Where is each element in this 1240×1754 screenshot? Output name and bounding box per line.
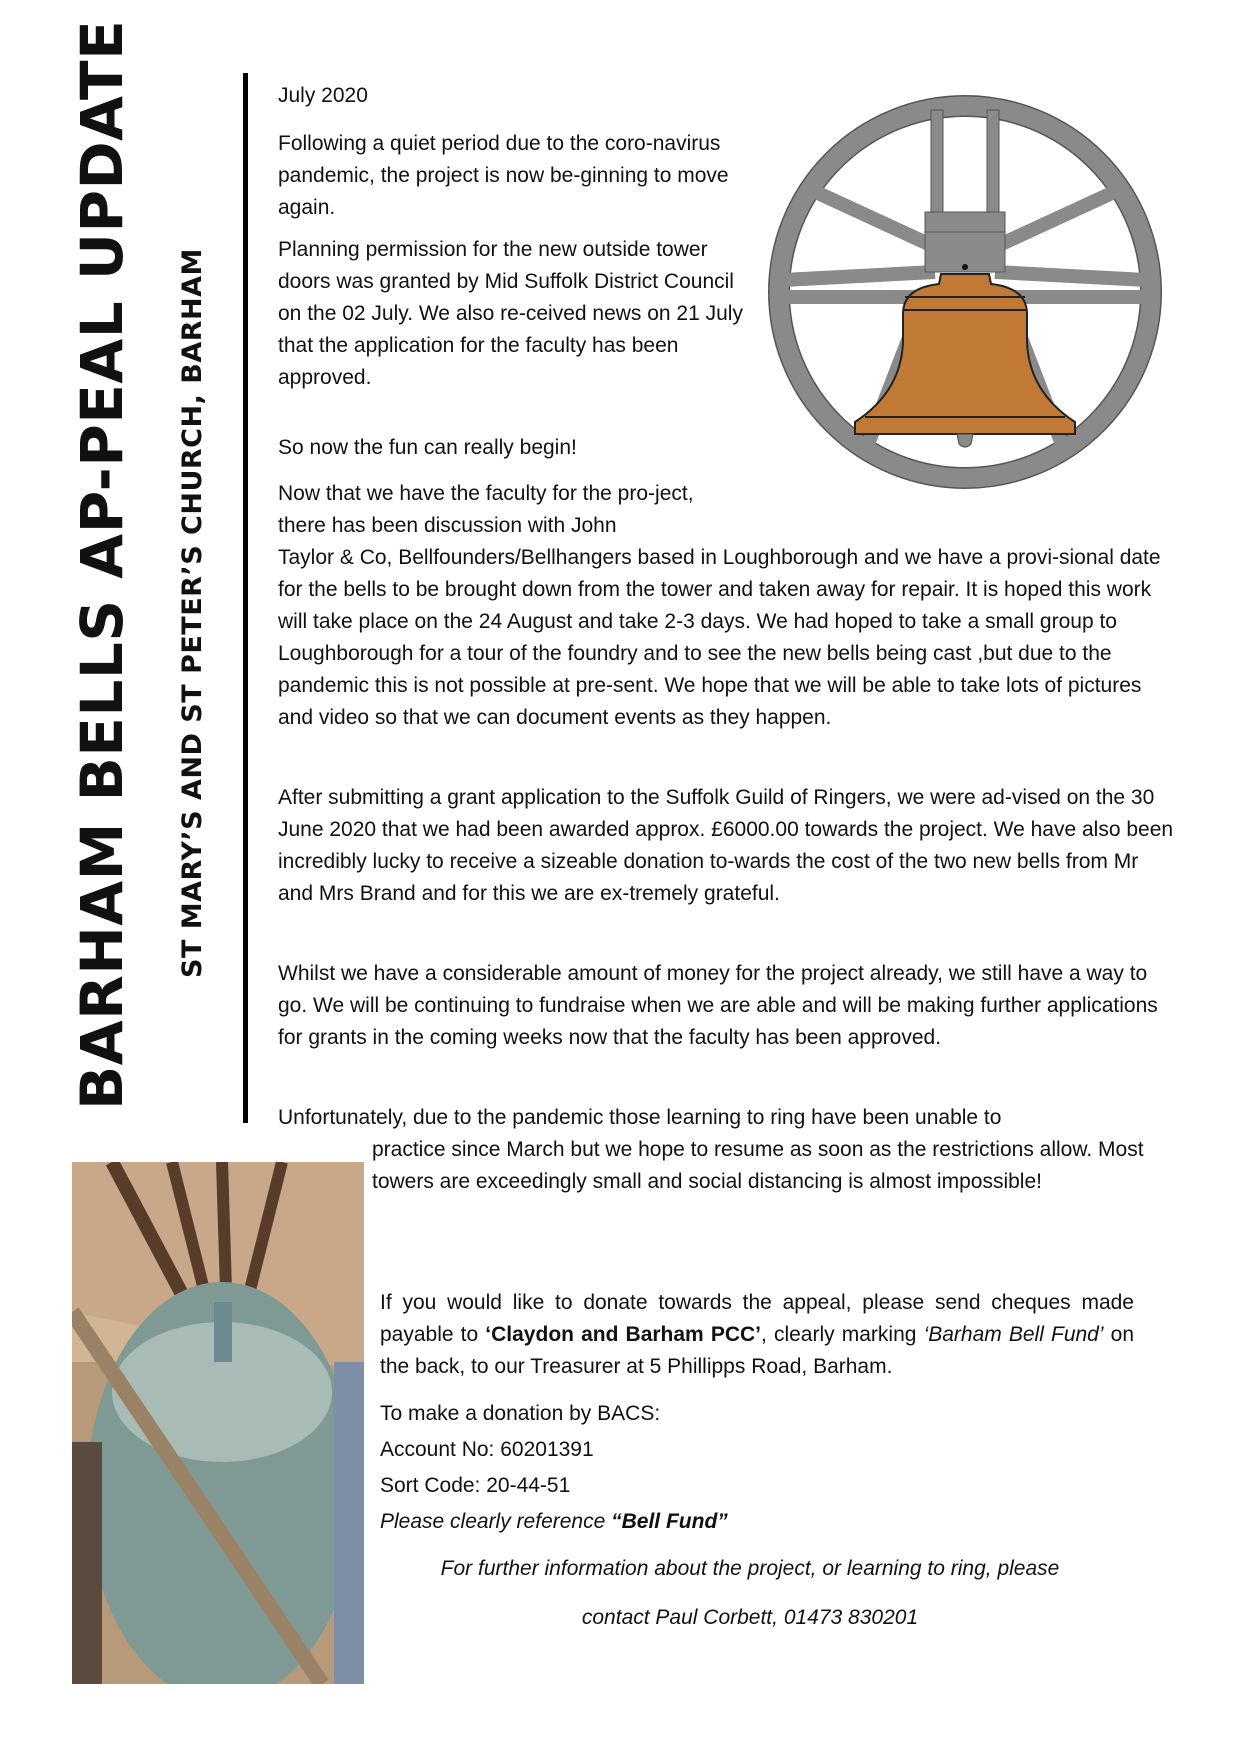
sort-code: Sort Code: 20-44-51	[380, 1474, 571, 1497]
paragraph-faculty-start: Now that we have the faculty for the pro-ject, there has been discussion with John	[278, 482, 694, 537]
bell-photo	[72, 1162, 364, 1684]
donate-text: If you would like to donate towards the appeal, please send cheques made payable to	[380, 1291, 1134, 1346]
account-number: Account No: 60201391	[380, 1438, 594, 1461]
reference-note	[380, 1506, 728, 1538]
vertical-divider	[243, 73, 248, 1123]
paragraph-faculty-cont: Taylor & Co, Bellfounders/Bellhangers based in Loughborough and we have a provi-sional date for the bells to be brought down from the tower and taken away for repair. It is hoped this work will take place on the 24 August and take 2-3 days. We had hoped to take a small group to Loughborough for a tour of the foundry and to see the new bells being cast ,but due to the pandemic this is not possible at pre-sent. We hope that we will be able to take lots of pictures and video so that we can document events as they happen.	[278, 546, 1161, 729]
page-title: BARHAM BELLS AP-PEAL UPDATE	[68, 19, 136, 1110]
contact-line-1: For further information about the project, or learning to ring, please	[440, 1557, 1060, 1580]
paragraph-restart: Following a quiet period due to the coro-navirus pandemic, the project is now be-ginning to move again.	[278, 132, 729, 219]
paragraph-planning: Planning permission for the new outside tower doors was granted by Mid Suffolk District Council on the 02 July. We also re-ceived news on 21 July that the application for the faculty has been approved.	[278, 238, 743, 389]
paragraph-fun: So now the fun can really begin!	[278, 436, 577, 459]
paragraph-grant: After submitting a grant application to the Suffolk Guild of Ringers, we were ad-vised on the 30 June 2020 that we had been awarded approx. £6000.00 towards the project. We have also been incredibly lucky to receive a sizeable donation to-wards the cost of the two new bells from Mr and Mrs Brand and for this we are ex-tremely grateful.	[278, 786, 1174, 905]
intro-column	[278, 128, 758, 404]
date: July 2020	[278, 84, 368, 107]
paragraph-pandemic-start: Unfortunately, due to the pandemic those learning to ring have been unable to	[278, 1106, 1002, 1129]
fund-marking: ‘Barham Bell Fund’	[923, 1323, 1104, 1346]
page-subtitle: ST MARY’S AND ST PETER’S CHURCH, BARHAM	[177, 248, 208, 978]
reference-prefix: Please clearly reference	[380, 1510, 612, 1533]
paragraph-fundraise: Whilst we have a considerable amount of money for the project already, we still have a way to go. We will be continuing to fundraise when we are able and will be making further applications for grants in the coming weeks now that the faculty has been approved.	[278, 962, 1158, 1049]
contact-line-2: contact Paul Corbett, 01473 830201	[581, 1606, 919, 1629]
paragraph-pandemic-cont: practice since March but we hope to resume as soon as the restrictions allow. Most towers are exceedingly small and social distancing is almost impossible!	[372, 1138, 1144, 1193]
payee: ‘Claydon and Barham PCC’	[485, 1323, 762, 1346]
donation-instructions	[380, 1287, 1134, 1383]
bell-wheel-illustration	[765, 92, 1165, 492]
bacs-heading: To make a donation by BACS:	[380, 1402, 661, 1425]
donate-text-2: , clearly marking	[761, 1323, 924, 1346]
reference-value: “Bell Fund”	[611, 1510, 728, 1533]
donate-text-3: on the back, to our Treasurer at 5 Phillipps Road, Barham.	[380, 1323, 1134, 1378]
